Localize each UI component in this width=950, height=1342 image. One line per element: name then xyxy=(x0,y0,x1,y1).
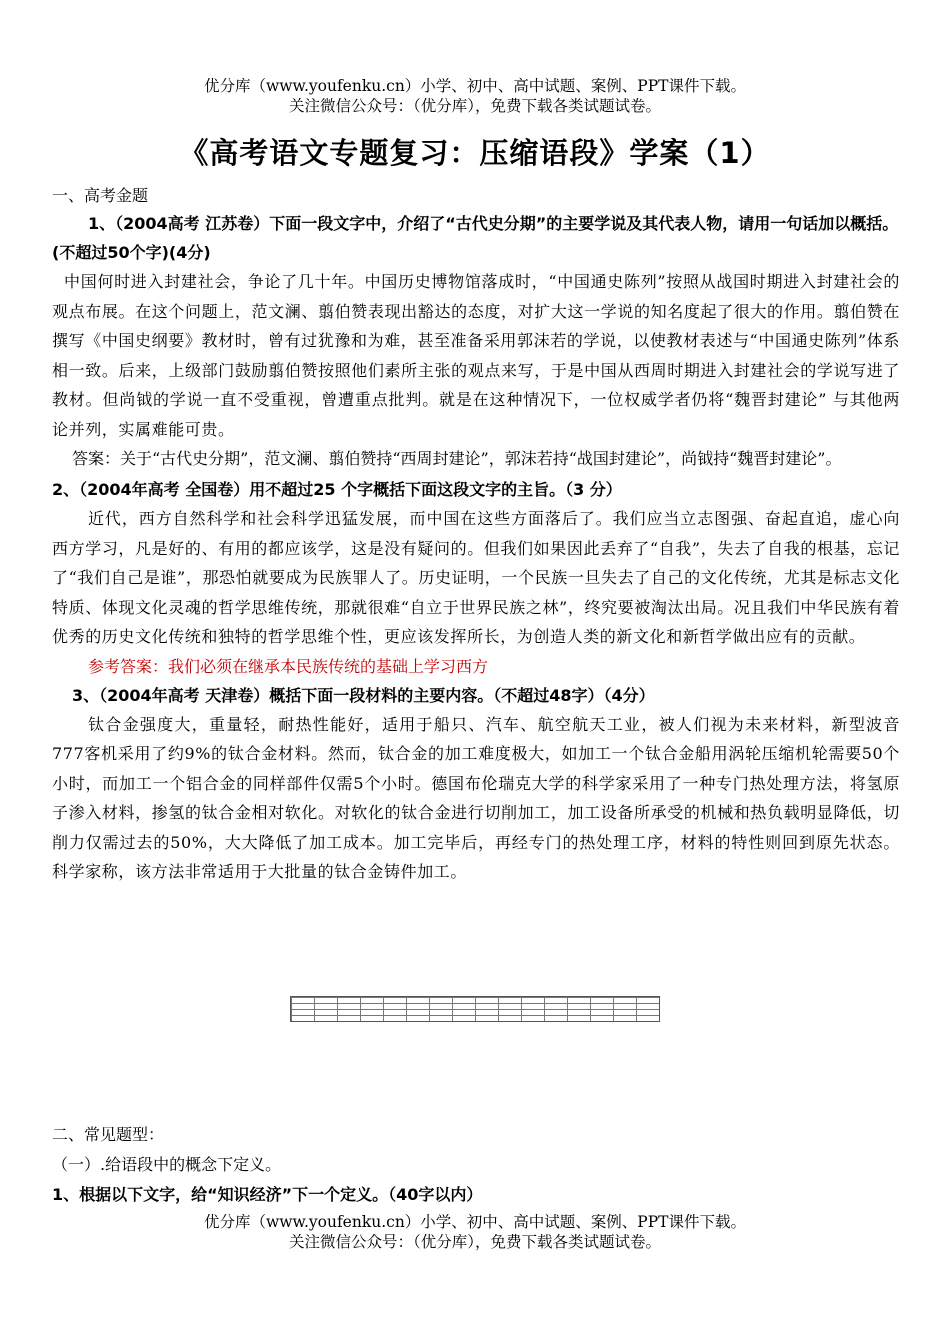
section-1-heading: 一、高考金题 xyxy=(52,186,149,205)
page-footer xyxy=(0,1212,950,1252)
question-2-prompt: 2、（2004年高考 全国卷）用不超过25 个字概括下面这段文字的主旨。（3 分） xyxy=(52,480,622,499)
question-3-prompt: 3、（2004年高考 天津卷）概括下面一段材料的主要内容。（不超过48字）（4分） xyxy=(72,685,655,705)
section-2-subheading: （一）.给语段中的概念下定义。 xyxy=(52,1155,282,1174)
section-2-heading: 二、常见题型： xyxy=(52,1125,165,1144)
header-line-1: 优分库（www.youfenku.cn）小学、初中、高中试题、案例、PPT课件下载。 xyxy=(203,77,747,95)
question-1-passage: 中国何时进入封建社会，争论了几十年。中国历史博物馆落成时，“中国通史陈列”按照从战国时期进入封建社会的观点布展。在这个问题上，范文澜、翦伯赞表现出豁达的态度，对扩大这一学说的知名度起了很大的作用。翦伯赞在撰写《中国史纲要》教材时，曾有过犹豫和为难，甚至准备采用郭沫若的学说，以使教材表述与“中国通史陈列”体系相一致。后来，上级部门鼓励翦伯赞按照他们素所主张的观点来写，于是中国从西周时期进入封建社会的学说写进了教材。但尚钺的学说一直不受重视，曾遭重点批判。就是在这种情况下，一位权威学者仍将“魏晋封建论” 与其他两论并列，实属难能可贵。 xyxy=(52,272,900,439)
page-header xyxy=(0,76,950,116)
footer-line-1: 优分库（www.youfenku.cn）小学、初中、高中试题、案例、PPT课件下载。 xyxy=(203,1213,747,1231)
question-2-passage: 近代，西方自然科学和社会科学迅猛发展，而中国在这些方面落后了。我们应当立志图强、奋起直追，虚心向西方学习，凡是好的、有用的都应该学，这是没有疑问的。但我们如果因此丢弃了“自我”，失去了自我的根基，忘记了“我们自己是谁”，那恐怕就要成为民族罪人了。历史证明，一个民族一旦失去了自己的文化传统，尤其是标志文化特质、体现文化灵魂的哲学思维传统，那就很难“自立于世界民族之林”，终究要被淘汰出局。况且我们中华民族有着优秀的历史文化传统和独特的哲学思维个性，更应该发挥所长，为创造人类的新文化和新哲学做出应有的贡献。 xyxy=(52,509,900,646)
question-2-answer: 参考答案：我们必须在继承本民族传统的基础上学习西方 xyxy=(88,656,489,676)
header-line-2: 关注微信公众号：（优分库），免费下载各类试题试卷。 xyxy=(288,97,661,115)
page-title: 《高考语文专题复习：压缩语段》学案（1） xyxy=(179,136,771,170)
section-2-question-1: 1、根据以下文字，给“知识经济”下一个定义。（40字以内） xyxy=(52,1185,483,1204)
question-1-answer: 答案：关于“古代史分期”，范文澜、翦伯赞持“西周封建论”，郭沫若持“战国封建论”，尚钺持“魏晋封建论”。 xyxy=(72,449,842,468)
question-1-prompt: 1、（2004高考 江苏卷）下面一段文字中，介绍了“古代史分期”的主要学说及其代表人物，请用一句话加以概括。(不超过50个字)(4分) xyxy=(52,214,899,262)
answer-grid xyxy=(290,996,660,1022)
section-2 xyxy=(52,1122,900,1209)
footer-line-2: 关注微信公众号：（优分库），免费下载各类试题试卷。 xyxy=(288,1233,661,1251)
section-1 xyxy=(52,183,900,887)
question-3-passage: 钛合金强度大，重量轻，耐热性能好，适用于船只、汽车、航空航天工业，被人们视为未来材料，新型波音777客机采用了约9%的钛合金材料。然而，钛合金的加工难度极大，如加工一个钛合金船用涡轮压缩机轮需要50个小时，而加工一个铝合金的同样部件仅需5个小时。德国布伦瑞克大学的科学家采用了一种专门热处理方法，将氢原子渗入材料，掺氢的钛合金相对软化。对软化的钛合金进行切削加工，加工设备所承受的机械和热负载明显降低，切削力仅需过去的50%，大大降低了加工成本。加工完毕后，再经专门的热处理工序，材料的特性则回到原先状态。科学家称，该方法非常适用于大批量的钛合金铸件加工。 xyxy=(52,714,900,881)
